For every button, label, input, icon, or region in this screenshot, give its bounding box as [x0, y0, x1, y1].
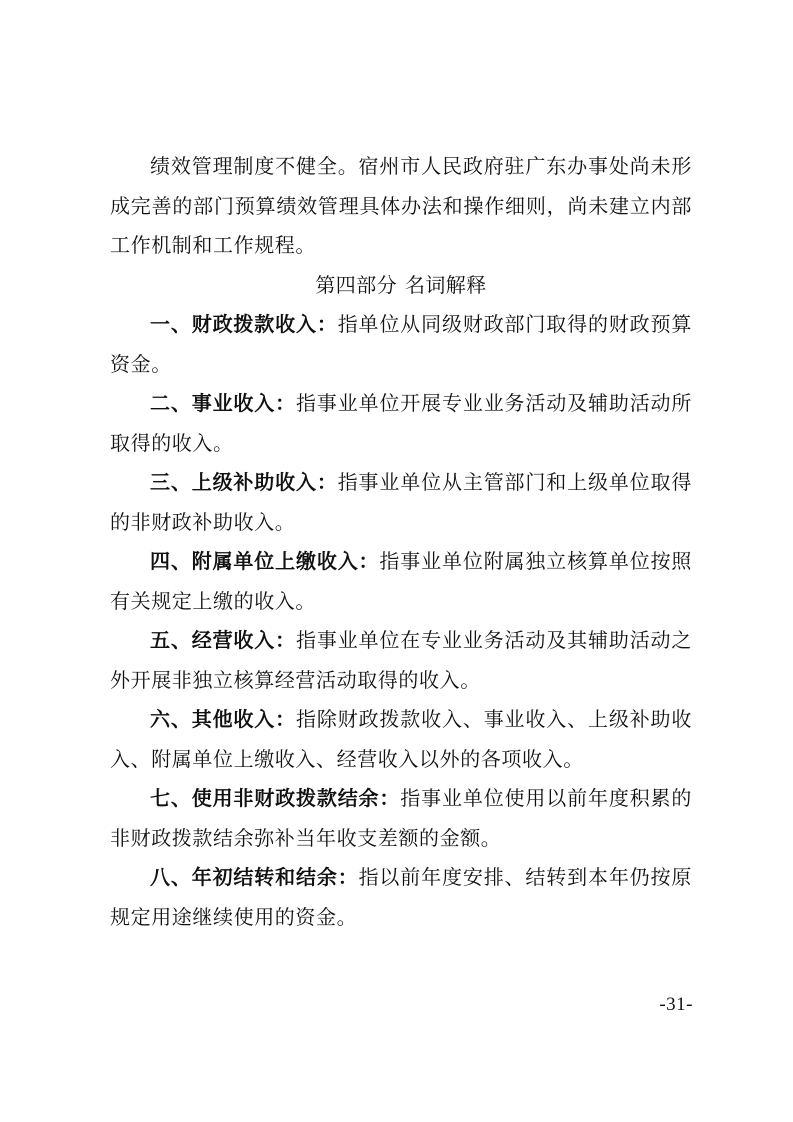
term-item-5	[110, 621, 692, 700]
term-label: 八、年初结转和结余：	[150, 865, 359, 889]
term-definition: 指以前年度安排、结转到本年仍按原规定用途继续使用的资金。	[110, 865, 692, 929]
term-item-6	[110, 700, 692, 779]
term-definition: 指事业单位在专业业务活动及其辅助活动之外开展非独立核算经营活动取得的收入。	[110, 628, 693, 692]
term-definition: 指事业单位使用以前年度积累的非财政拨款结余弥补当年收支差额的金额。	[110, 786, 693, 850]
term-item-3	[110, 463, 692, 542]
term-item-8	[110, 858, 692, 937]
term-label: 四、附属单位上缴收入：	[150, 549, 380, 573]
term-definition: 指单位从同级财政部门取得的财政预算资金。	[110, 312, 692, 376]
term-label: 一、财政拨款收入：	[150, 312, 338, 336]
term-label: 五、经营收入：	[150, 628, 296, 652]
term-label: 二、事业收入：	[150, 391, 296, 415]
term-definition: 指事业单位开展专业业务活动及辅助活动所取得的收入。	[110, 391, 693, 455]
intro-paragraph: 绩效管理制度不健全。宿州市人民政府驻广东办事处尚未形成完善的部门预算绩效管理具体办法和操作细则，尚未建立内部工作机制和工作规程。	[110, 154, 692, 257]
page-number: -31-	[659, 994, 693, 1015]
term-item-2	[110, 384, 692, 463]
term-definition: 指事业单位附属独立核算单位按照有关规定上缴的收入。	[110, 549, 693, 613]
section-title-name: 名词解释	[405, 272, 487, 297]
term-definition: 指除财政拨款收入、事业收入、上级补助收入、附属单位上缴收入、经营收入以外的各项收入。	[110, 707, 693, 771]
term-label: 七、使用非财政拨款结余：	[150, 786, 401, 810]
document-page	[110, 147, 692, 937]
section-title	[110, 266, 692, 306]
term-item-7	[110, 779, 692, 858]
section-title-part: 第四部分	[315, 272, 397, 297]
term-item-4	[110, 542, 692, 621]
term-label: 三、上级补助收入：	[150, 470, 338, 494]
term-definition: 指事业单位从主管部门和上级单位取得的非财政补助收入。	[110, 470, 692, 534]
term-label: 六、其他收入：	[150, 707, 296, 731]
term-item-1	[110, 305, 692, 384]
